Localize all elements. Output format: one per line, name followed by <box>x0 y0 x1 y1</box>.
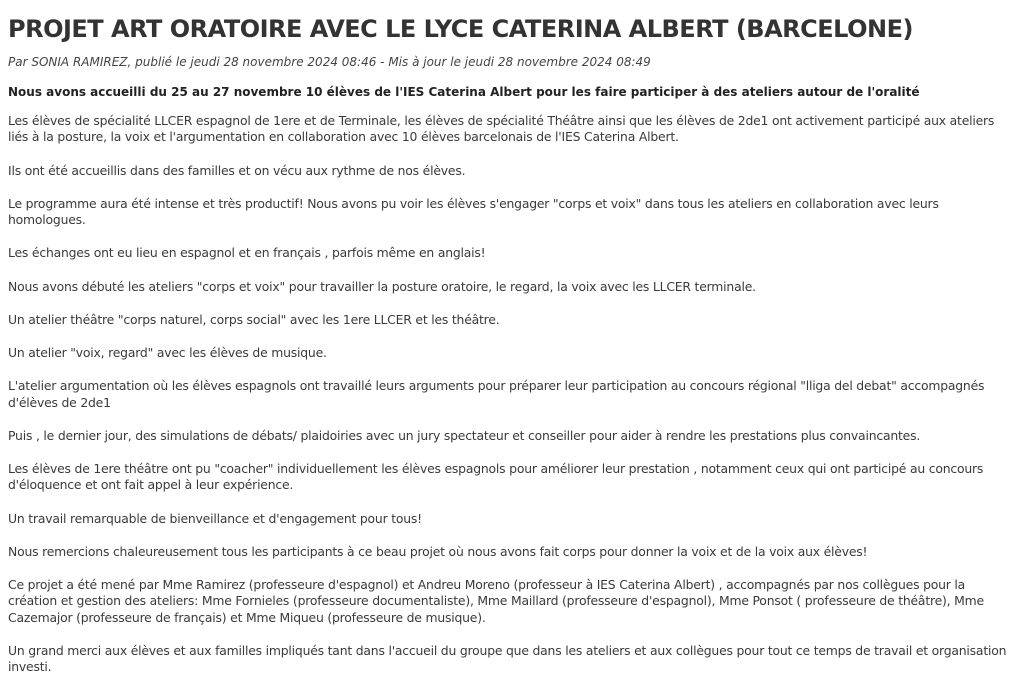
paragraph: Un travail remarquable de bienveillance et d'engagement pour tous! <box>8 510 422 526</box>
paragraph: Nous avons débuté les ateliers "corps et voix" pour travailler la posture oratoire, le regard, la voix avec les LLCER terminale. <box>8 278 756 294</box>
paragraph: Le programme aura été intense et très productif! Nous avons pu voir les élèves s'engager "corps et voix" dans tous les ateliers en collaboration avec leurs homologues. <box>8 195 939 228</box>
paragraph: Puis , le dernier jour, des simulations de débats/ plaidoiries avec un jury spectateur et conseiller pour aider à rendre les prestations plus convaincantes. <box>8 427 921 443</box>
article-title: PROJET ART ORATOIRE AVEC LE LYCE CATERINA ALBERT (BARCELONE) <box>8 15 913 43</box>
paragraph: Les élèves de spécialité LLCER espagnol de 1ere et de Terminale, les élèves de spécialité Théâtre ainsi que les élèves de 2de1 ont activement participé aux ateliers liés à la posture, la voix et l'argumentation en collaboration avec 10 élèves barcelonais de l'IES Caterina Albert. <box>8 113 995 145</box>
paragraph: Un atelier théâtre "corps naturel, corps social" avec les 1ere LLCER et les théâtre. <box>8 311 500 327</box>
article-body <box>8 113 1016 676</box>
paragraph: L'atelier argumentation où les élèves espagnols ont travaillé leurs arguments pour préparer leur participation au concours régional "lliga del debat" accompagnés d'élèves de 2de1 <box>8 378 985 410</box>
paragraph: Nous remercions chaleureusement tous les participants à ce beau projet où nous avons fait corps pour donner la voix et de la voix aux élèves! <box>8 543 868 559</box>
article-byline: Par SONIA RAMIREZ, publié le jeudi 28 novembre 2024 08:46 - Mis à jour le jeudi 28 novembre 2024 08:49 <box>8 55 651 69</box>
paragraph: Un atelier "voix, regard" avec les élèves de musique. <box>8 345 327 361</box>
paragraph: Les échanges ont eu lieu en espagnol et en français , parfois même en anglais! <box>8 245 486 261</box>
paragraph: Un grand merci aux élèves et aux familles impliqués tant dans l'accueil du groupe que dans les ateliers et aux collègues pour tout ce temps de travail et organisation investi. <box>8 643 1007 675</box>
article-lead: Nous avons accueilli du 25 au 27 novembre 10 élèves de l'IES Caterina Albert pour les faire participer à des ateliers autour de l'oralité <box>8 85 920 99</box>
paragraph: Ce projet a été mené par Mme Ramirez (professeure d'espagnol) et Andreu Moreno (professeur à IES Caterina Albert) , accompagnés par nos collègues pour la création et gestion des ateliers: Mme Fornieles (professeure documentaliste), Mme Maillard (professeure d'espagnol), Mme Ponsot ( professeure de théâtre), Mme Cazemajor (professeure de français) et Mme Miqueu (professeure de musique). <box>8 577 984 625</box>
paragraph: Ils ont été accueillis dans des familles et on vécu aux rythme de nos élèves. <box>8 162 466 178</box>
paragraph: Les élèves de 1ere théâtre ont pu "coacher" individuellement les élèves espagnols pour améliorer leur prestation , notamment ceux qui ont participé au concours d'éloquence et ont fait appel à leur expérience. <box>8 461 984 493</box>
